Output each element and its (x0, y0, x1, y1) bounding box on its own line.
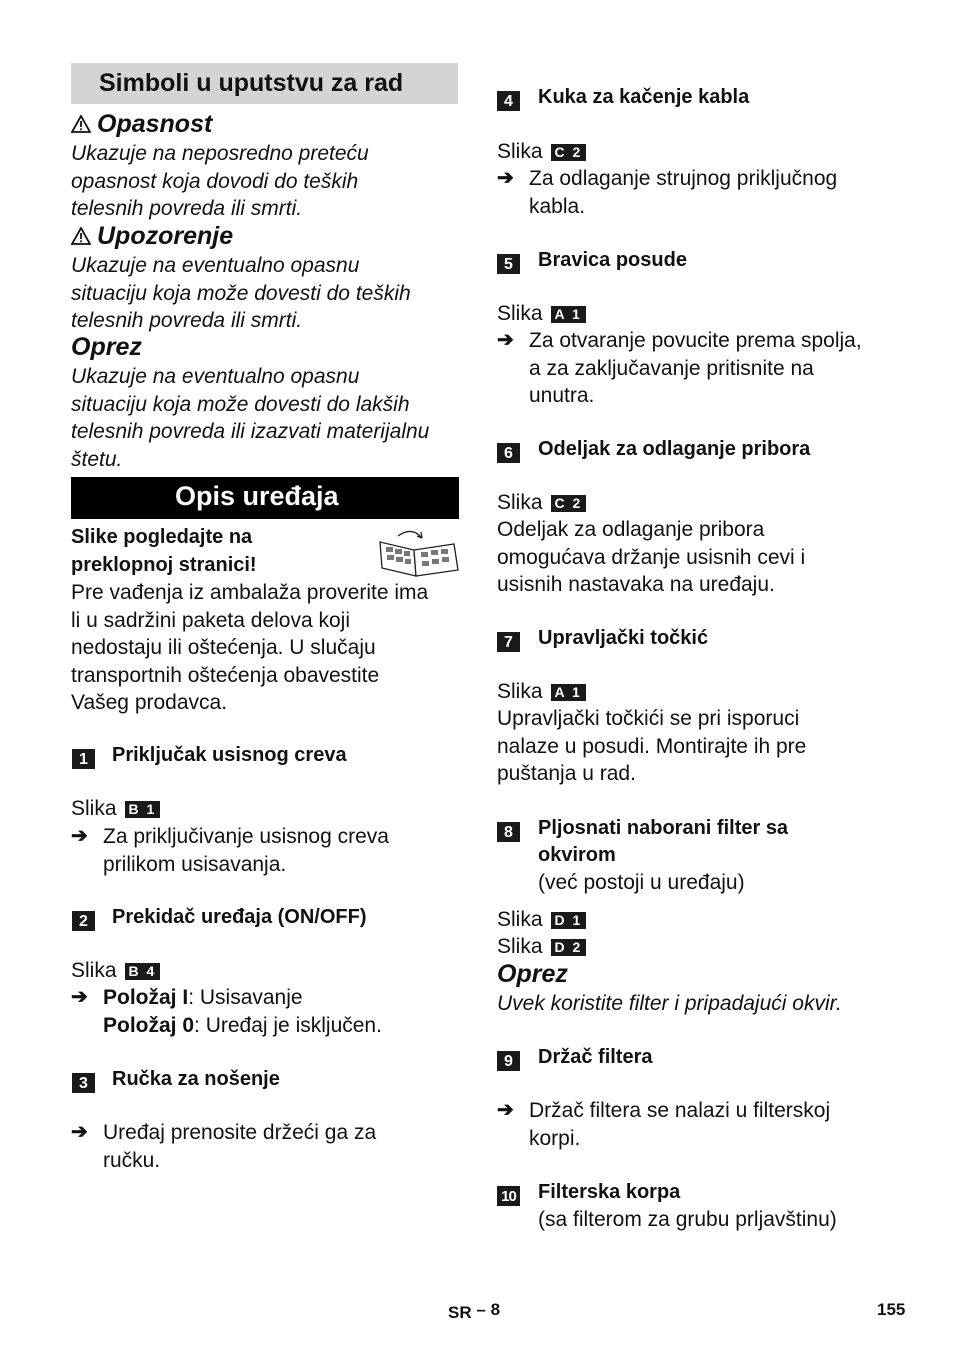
caution-text: Ukazuje na eventualno opasnu situaciju koja može dovesti do lakših telesnih povreda ili izazvati materijalnu štetu. (71, 365, 430, 471)
item-number-10: 10 (497, 1186, 520, 1206)
item-title-7: Upravljački točkić (538, 627, 709, 649)
bullet-5: ➔ Za otvaranje povucite prema spolja, a za zaključavanje pritisnite na unutra. (497, 329, 862, 407)
warning-triangle-icon (71, 227, 91, 245)
symbols-heading-bar (71, 63, 458, 104)
bullet-4: ➔ Za odlaganje strujnog priključnog kabla. (497, 167, 838, 218)
arrow-right-icon: ➔ (71, 1121, 88, 1143)
device-description-heading: Opis uređaja (175, 481, 339, 511)
figure-ref-1: Slika B 1 (71, 795, 160, 822)
item-title-3: Ručka za nošenje (112, 1068, 280, 1090)
figure-label: A 1 (551, 306, 586, 323)
item-title-4: Kuka za kačenje kabla (538, 86, 750, 108)
item-title-10: Filterska korpa (538, 1181, 681, 1203)
figure-label: D 2 (551, 939, 587, 956)
arrow-right-icon: ➔ (71, 986, 88, 1008)
figure-label: C 2 (551, 144, 587, 161)
item-title-9: Držač filtera (538, 1046, 653, 1068)
intro-text: Pre vađenja iz ambalaža proverite ima li u sadržini paketa delova koji nedostaju ili oštećenja. U slučaju transportnih oštećenja obavestite Vašeg prodavca. (71, 581, 429, 714)
caution-title: Oprez (71, 333, 142, 361)
images-note: Slike pogledajte na preklopnoj stranici! (71, 526, 257, 576)
figure-ref-8b: Slika D 2 (497, 933, 586, 960)
item-title-2: Prekidač uređaja (ON/OFF) (112, 906, 367, 928)
arrow-right-icon: ➔ (497, 167, 514, 189)
item-title-6: Odeljak za odlaganje pribora (538, 438, 811, 460)
page-number: 155 (877, 1300, 906, 1319)
figure-label: B 1 (125, 801, 161, 818)
open-book-icon (376, 528, 460, 580)
warning-title: Upozorenje (71, 222, 233, 251)
figure-label: C 2 (551, 495, 587, 512)
caution-text-8: Uvek koristite filter i pripadajući okvir. (497, 992, 842, 1015)
bullet-9: ➔ Držač filtera se nalazi u filterskoj korpi. (497, 1099, 831, 1150)
item-text-6: Odeljak za odlaganje pribora omogućava držanje usisnih cevi i usisnih nastavaka na uređaju. (497, 518, 806, 596)
figure-label: B 4 (125, 963, 161, 980)
item-number-5: 5 (497, 254, 520, 274)
item-title-1: Priključak usisnog creva (112, 744, 347, 766)
arrow-right-icon: ➔ (71, 825, 88, 847)
item-number-1: 1 (72, 749, 95, 769)
item-number-8: 8 (497, 822, 520, 842)
bullet-1: ➔ Za priključivanje usisnog creva prilikom usisavanja. (71, 825, 389, 876)
caution-title-8: Oprez (497, 960, 568, 988)
item-number-2: 2 (72, 911, 95, 931)
figure-label: D 1 (551, 912, 587, 929)
danger-title: Opasnost (71, 110, 212, 139)
item-sub-10: (sa filterom za grubu prljavštinu) (538, 1208, 837, 1231)
symbols-heading: Simboli u uputstvu za rad (99, 69, 404, 97)
device-description-heading-bar (71, 477, 459, 519)
item-number-3: 3 (72, 1073, 95, 1093)
bullet-2: ➔ Položaj I: Usisavanje Položaj 0: Uređaj je isključen. (71, 986, 382, 1037)
bullet-3: ➔ Uređaj prenosite držeći ga za ručku. (71, 1121, 377, 1172)
figure-ref-7: Slika A 1 (497, 678, 586, 705)
warning-text: Ukazuje na eventualno opasnu situaciju koja može dovesti do teških telesnih povreda ili smrti. (71, 254, 411, 332)
arrow-right-icon: ➔ (497, 329, 514, 351)
figure-label: A 1 (551, 684, 586, 701)
figure-ref-2: Slika B 4 (71, 957, 160, 984)
item-number-9: 9 (497, 1051, 520, 1071)
arrow-right-icon: ➔ (497, 1099, 514, 1121)
figure-ref-5: Slika A 1 (497, 300, 586, 327)
figure-ref-4: Slika C 2 (497, 138, 586, 165)
figure-ref-6: Slika C 2 (497, 489, 586, 516)
item-sub-8: (već postoji u uređaju) (538, 871, 745, 894)
figure-ref-8a: Slika D 1 (497, 906, 586, 933)
footer-section-ref: SR – 8 (448, 1300, 501, 1322)
item-number-6: 6 (497, 443, 520, 463)
danger-text: Ukazuje na neposredno preteću opasnost koja dovodi do teških telesnih povreda ili smrti. (71, 142, 369, 220)
item-title-8: Pljosnati naborani filter sa okvirom (538, 817, 789, 866)
warning-triangle-icon (71, 115, 91, 133)
item-number-7: 7 (497, 632, 520, 652)
item-text-7: Upravljački točkići se pri isporuci nalaze u posudi. Montirajte ih pre puštanja u rad. (497, 707, 807, 785)
item-number-4: 4 (497, 91, 520, 111)
item-title-5: Bravica posude (538, 249, 687, 271)
